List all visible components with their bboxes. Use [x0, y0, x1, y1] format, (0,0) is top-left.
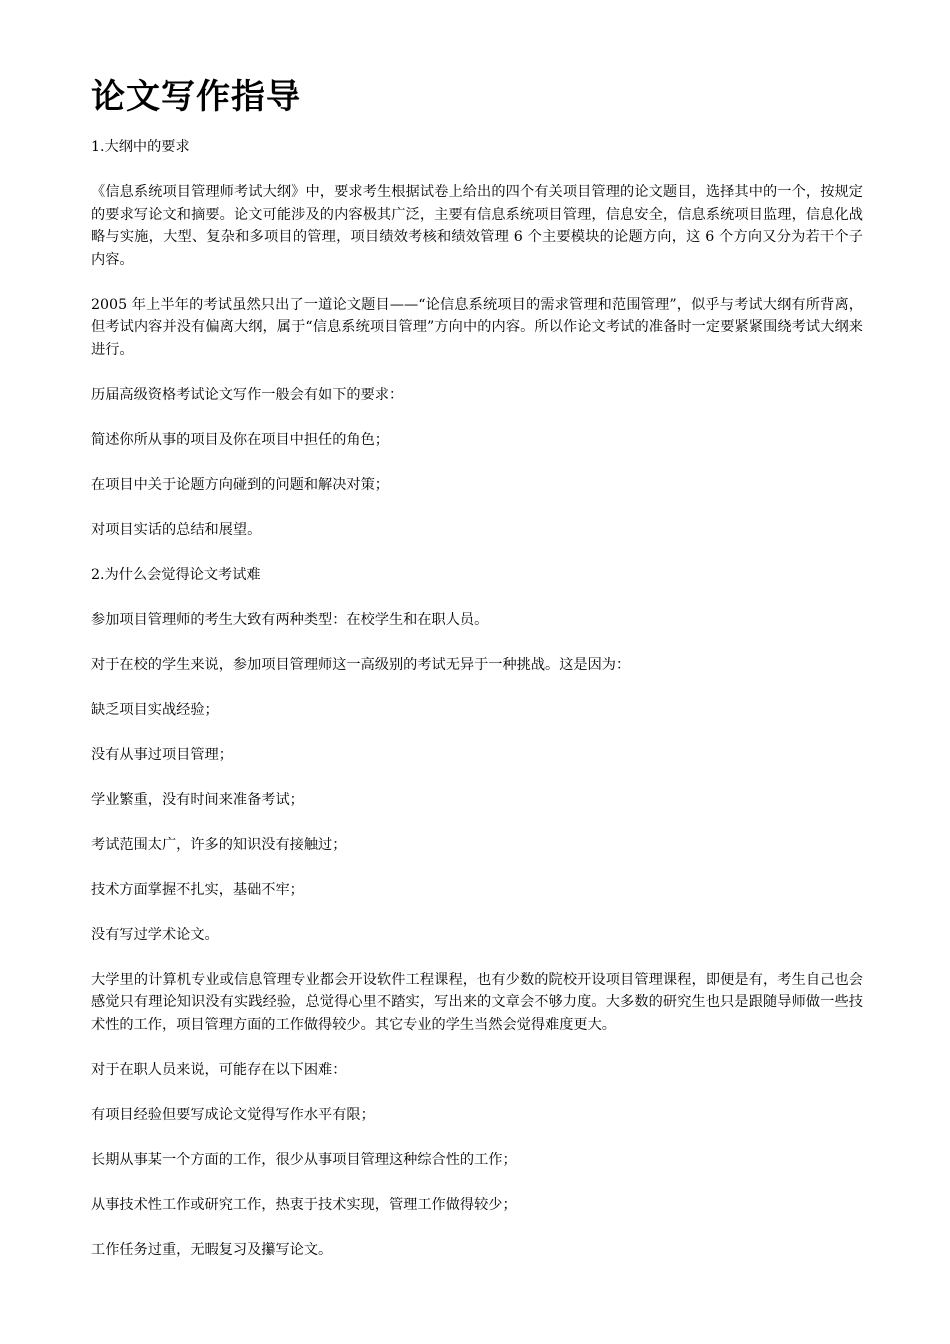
paragraph: 2005 年上半年的考试虽然只出了一道论文题目——“论信息系统项目的需求管理和范围管理”，似乎与考试大纲有所背离，但考试内容并没有偏离大纲，属于“信息系统项目管理”方向中的内容。所以作论文考试的准备时一定要紧紧围绕考试大纲来进行。 — [91, 296, 863, 358]
paragraph: 对于在校的学生来说，参加项目管理师这一高级别的考试无异于一种挑战。这是因为： — [91, 656, 631, 673]
list-item: 在项目中关于论题方向碰到的问题和解决对策； — [91, 476, 389, 493]
list-item: 从事技术性工作或研究工作，热衷于技术实现，管理工作做得较少； — [91, 1196, 517, 1213]
list-item: 长期从事某一个方面的工作，很少从事项目管理这种综合性的工作； — [91, 1151, 517, 1168]
paragraph: 参加项目管理师的考生大致有两种类型：在校学生和在职人员。 — [91, 611, 489, 628]
list-item: 对项目实话的总结和展望。 — [91, 521, 262, 538]
section-heading-2: 2.为什么会觉得论文考试难 — [91, 566, 261, 583]
list-item: 考试范围太广，许多的知识没有接触过； — [91, 836, 347, 853]
list-item: 有项目经验但要写成论文觉得写作水平有限； — [91, 1106, 375, 1123]
document-title: 论文写作指导 — [91, 77, 301, 117]
list-item: 学业繁重，没有时间来准备考试； — [91, 791, 304, 808]
list-item: 技术方面掌握不扎实，基础不牢； — [91, 881, 304, 898]
list-item: 缺乏项目实战经验； — [91, 701, 219, 718]
list-item: 工作任务过重，无暇复习及攥写论文。 — [91, 1241, 333, 1258]
paragraph: 对于在职人员来说，可能存在以下困难： — [91, 1061, 347, 1078]
document-page — [91, 72, 863, 1284]
paragraph: 《信息系统项目管理师考试大纲》中，要求考生根据试卷上给出的四个有关项目管理的论文题目，选择其中的一个，按规定的要求写论文和摘要。论文可能涉及的内容极其广泛，主要有信息系统项目管理，信息安全，信息系统项目监理，信息化战略与实施，大型、复杂和多项目的管理，项目绩效考核和绩效管理 6 个主要模块的论题方向，这 6 个方向又分为若干个子内容。 — [91, 184, 863, 268]
list-item: 简述你所从事的项目及你在项目中担任的角色； — [91, 431, 389, 448]
paragraph: 历届高级资格考试论文写作一般会有如下的要求： — [91, 386, 404, 403]
section-heading-1: 1.大纲中的要求 — [91, 139, 190, 155]
paragraph: 大学里的计算机专业或信息管理专业都会开设软件工程课程，也有少数的院校开设项目管理课程，即便是有，考生自己也会感觉只有理论知识没有实践经验，总觉得心里不踏实，写出来的文章会不够力度。大多数的研究生也只是跟随导师做一些技术性的工作，项目管理方面的工作做得较少。其它专业的学生当然会觉得难度更大。 — [91, 971, 863, 1033]
list-item: 没有写过学术论文。 — [91, 926, 219, 943]
list-item: 没有从事过项目管理； — [91, 746, 233, 763]
